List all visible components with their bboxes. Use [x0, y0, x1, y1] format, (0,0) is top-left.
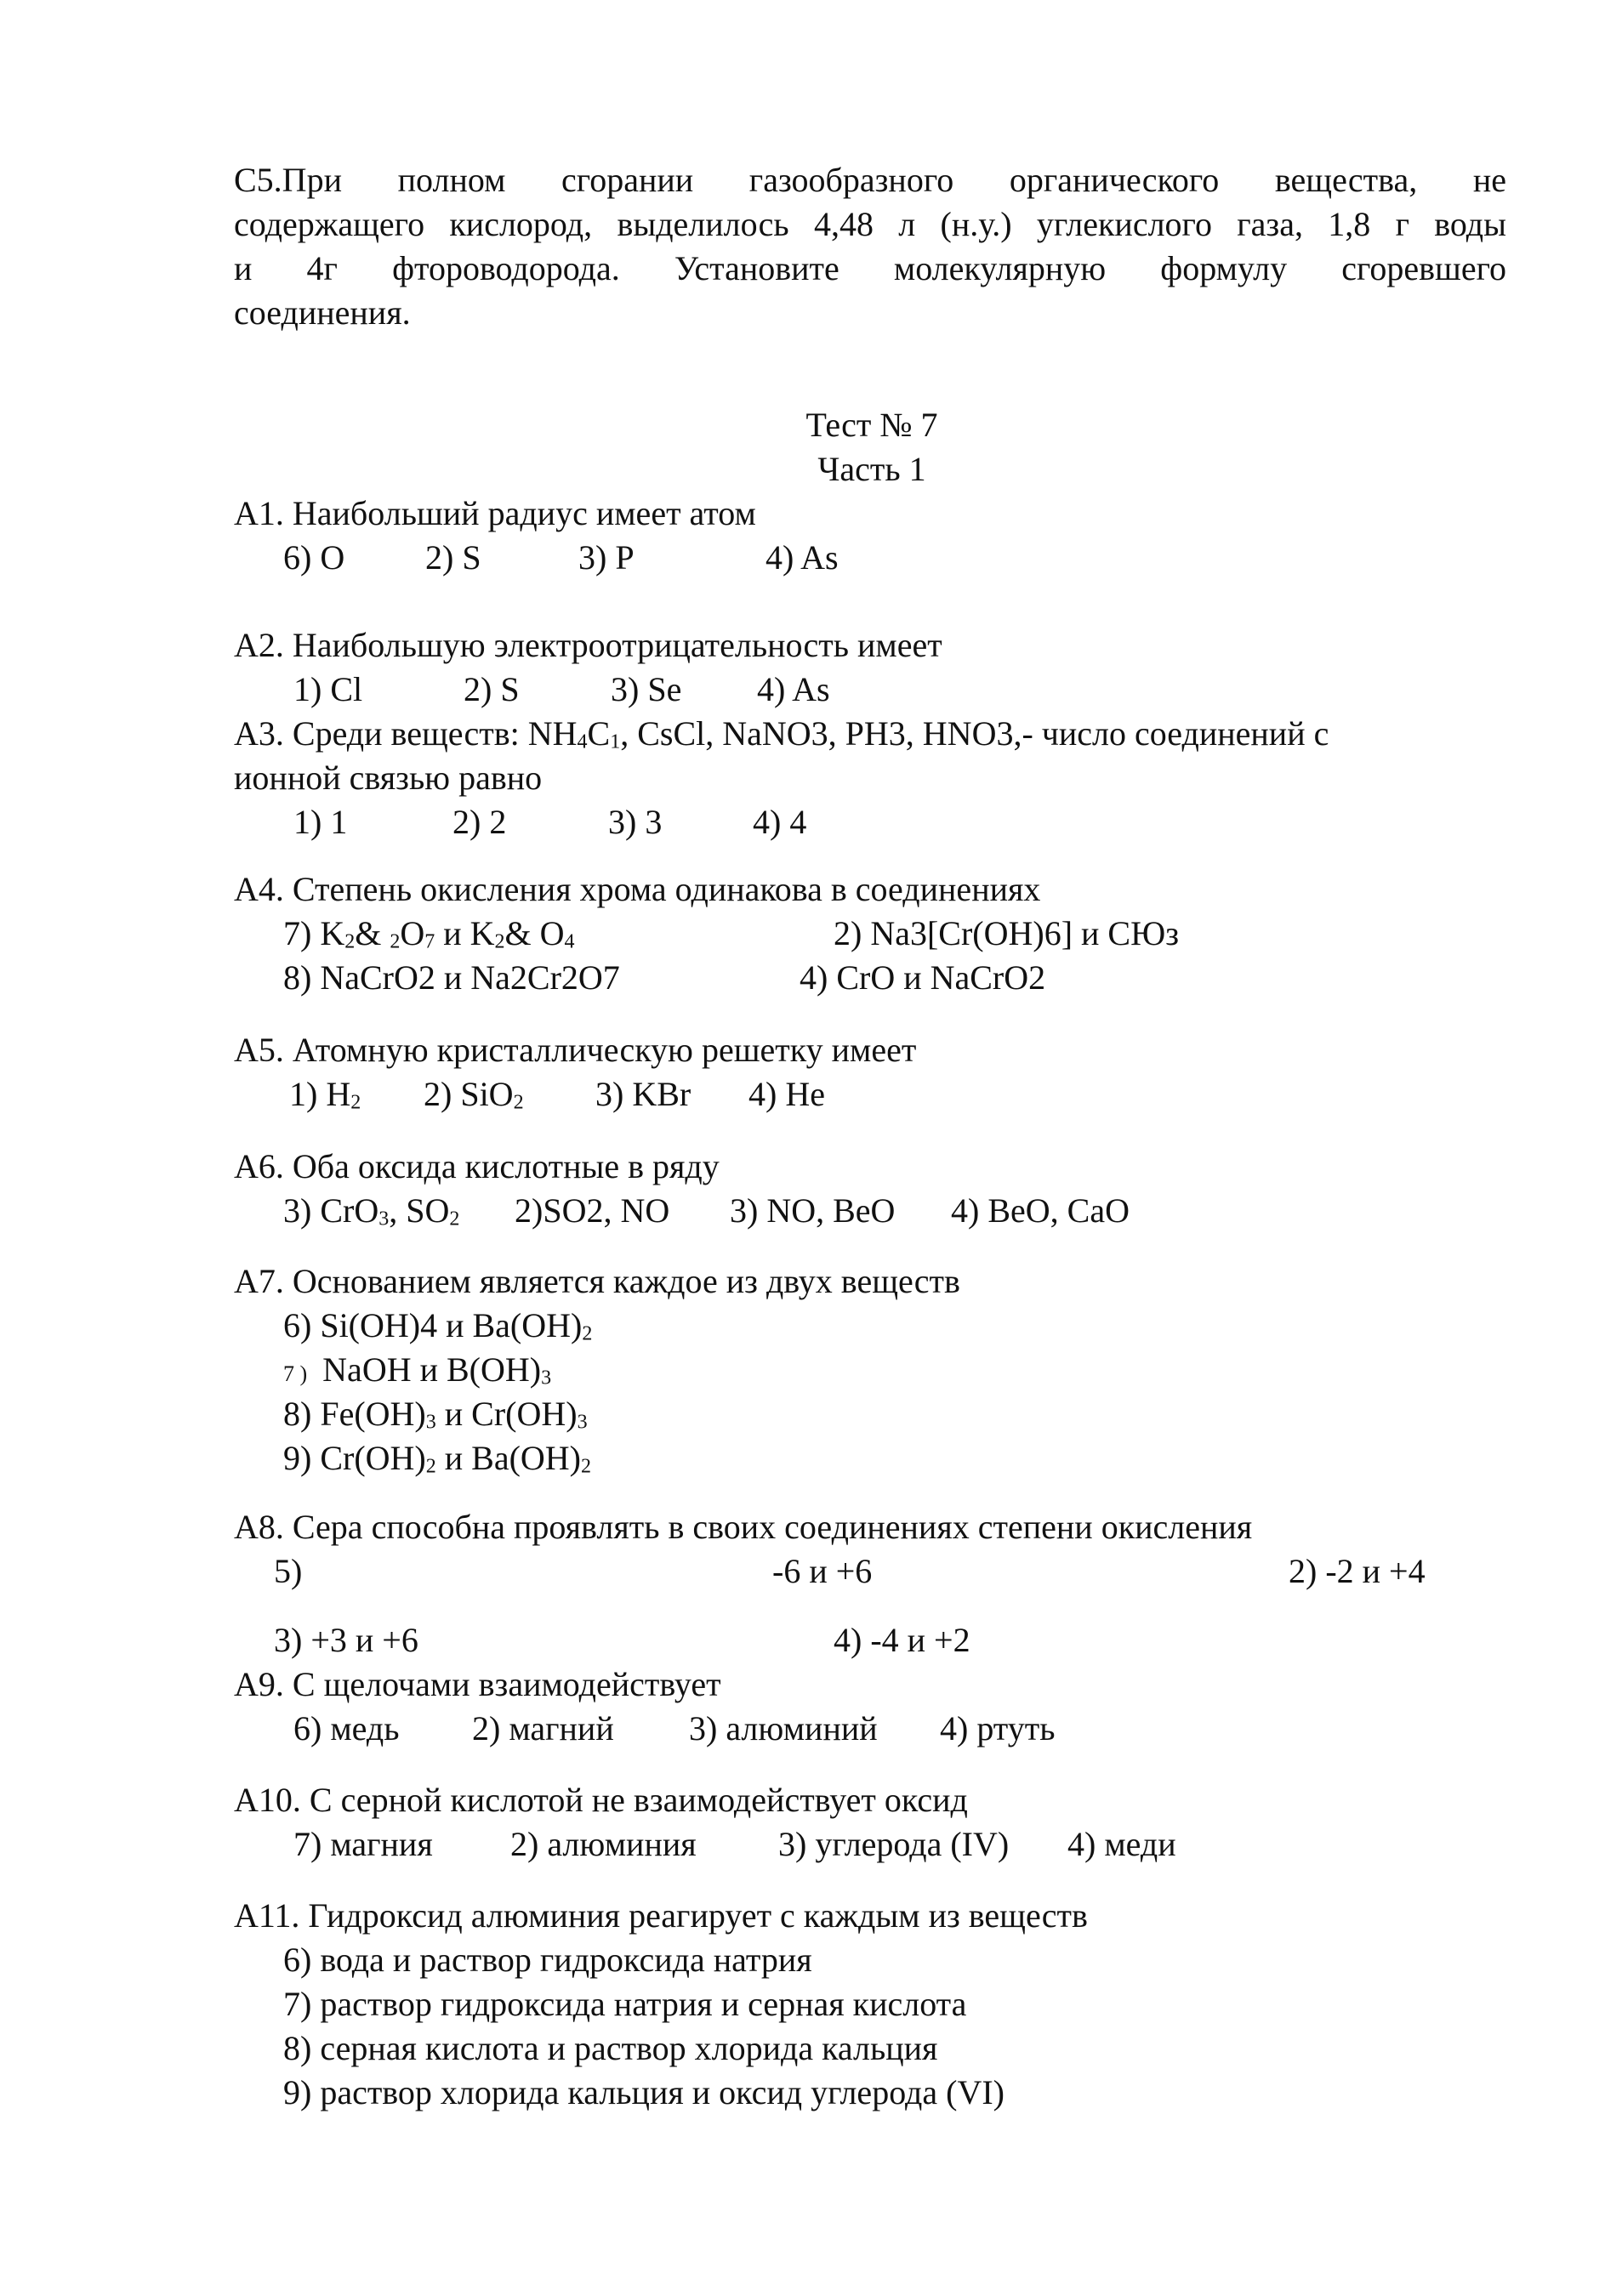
a5-o2-b: 2 [513, 1091, 524, 1114]
a4-o1-c: & [355, 914, 390, 952]
a2-option-3: 3) Se [611, 670, 682, 708]
a1-question: А1. Наибольший радиус имеет атом [234, 494, 756, 532]
a6-o1-b: 3 [378, 1208, 390, 1230]
a4-o1-d: 2 [390, 930, 401, 953]
a6-option-4: 4) BeO, CaO [951, 1191, 1130, 1230]
a8-question: А8. Сера способна проявлять в своих соединениях степени окисления [234, 1508, 1253, 1546]
a7-option-4 [283, 1436, 591, 1480]
a3-question [234, 712, 1329, 756]
a7-o4-c: и Ba(OH) [435, 1439, 581, 1477]
a6-option-1 [283, 1189, 459, 1233]
a4-o1-b: 2 [344, 930, 356, 953]
a1-option-1: 6) O [283, 538, 345, 577]
a10-option-2: 2) алюминия [510, 1825, 697, 1863]
c5-line-4: соединения. [234, 293, 411, 332]
a7-o1-a: 6) Si(OH)4 и Ba(OH) [283, 1306, 583, 1344]
a4-option-4: 4) CrO и NaCrO2 [800, 958, 1046, 997]
a8-option-3: 3) +3 и +6 [274, 1621, 418, 1659]
a9-option-4: 4) ртуть [940, 1709, 1056, 1748]
a5-o2-a: 2) SiO [424, 1075, 514, 1113]
a4-o1-h: 2 [494, 930, 505, 953]
a5-option-2 [424, 1072, 524, 1117]
a9-question: А9. С щелочами взаимодействует [234, 1665, 721, 1703]
a7-o1-b: 2 [582, 1322, 593, 1345]
a8-option-1-number: 5) [274, 1552, 303, 1590]
a10-option-3: 3) углерода (IV) [778, 1825, 1010, 1863]
a7-o2-c: 3 [541, 1367, 552, 1390]
a7-o4-b: 2 [425, 1455, 436, 1478]
a3-q-sub-1: 4 [577, 730, 588, 753]
a6-option-3: 3) NO, BeO [730, 1191, 896, 1230]
a4-option-1 [283, 912, 575, 956]
a10-option-1: 7) магния [293, 1825, 433, 1863]
a2-question: А2. Наибольшую электроотрицательность имеет [234, 626, 942, 664]
a4-o1-i: & O [504, 914, 565, 952]
a6-o1-c: , SO [389, 1191, 450, 1230]
a6-question: А6. Оба оксида кислотные в ряду [234, 1147, 720, 1185]
a5-option-1 [289, 1072, 361, 1117]
a4-o1-a: 7) K [283, 914, 345, 952]
a5-option-4: 4) He [748, 1075, 825, 1113]
a7-option-1 [283, 1304, 592, 1348]
a8-option-2: 2) -2 и +4 [1289, 1552, 1426, 1590]
a7-o3-c: и Cr(OH) [435, 1395, 578, 1433]
a9-option-3: 3) алюминий [689, 1709, 878, 1748]
a2-option-2: 2) S [464, 670, 520, 708]
a10-option-4: 4) меди [1067, 1825, 1176, 1863]
a6-o1-d: 2 [449, 1208, 460, 1230]
c5-line-2: содержащего кислород, выделилось 4,48 л (н.у.) углекислого газа, 1,8 г воды [234, 205, 1506, 243]
a9-option-2: 2) магний [472, 1709, 614, 1748]
a4-question: А4. Степень окисления хрома одинакова в соединениях [234, 870, 1041, 908]
a7-option-2 [283, 1348, 551, 1396]
a3-option-4: 4) 4 [753, 803, 807, 841]
a4-o1-f: 7 [424, 930, 435, 953]
a3-option-1: 1) 1 [293, 803, 348, 841]
a3-q-c: C [587, 714, 611, 753]
a5-o1-b: 2 [350, 1091, 361, 1114]
a7-option-3 [283, 1392, 588, 1436]
a8-option-1-value: -6 и +6 [772, 1552, 873, 1590]
part-title: Часть 1 [817, 450, 926, 488]
a9-option-1: 6) медь [293, 1709, 400, 1748]
a5-option-3: 3) KBr [595, 1075, 691, 1113]
a5-question: А5. Атомную кристаллическую решетку имеет [234, 1031, 917, 1069]
a6-o1-a: 3) CrO [283, 1191, 379, 1230]
a8-option-4: 4) -4 и +2 [834, 1621, 970, 1659]
a3-q-post: , CsCl, NaNO3, PH3, HNO3,- число соединений с [620, 714, 1329, 753]
a1-option-4: 4) As [765, 538, 839, 577]
c5-line-1: С5.При полном сгорании газообразного органического вещества, не [234, 161, 1506, 199]
a11-question: А11. Гидроксид алюминия реагирует с каждым из веществ [234, 1896, 1088, 1935]
a2-option-1: 1) Cl [293, 670, 363, 708]
a7-o2-num: 7 ) [283, 1361, 308, 1386]
a10-question: А10. С серной кислотой не взаимодействует оксид [234, 1781, 968, 1819]
a1-option-2: 2) S [425, 538, 481, 577]
a3-option-3: 3) 3 [608, 803, 663, 841]
a6-option-2: 2)SO2, NO [515, 1191, 670, 1230]
a7-question: А7. Основанием является каждое из двух веществ [234, 1262, 960, 1300]
a4-option-3: 8) NaCrO2 и Na2Cr2O7 [283, 958, 620, 997]
a7-o3-b: 3 [425, 1411, 436, 1434]
a7-o2-b: NaOH и B(OH) [322, 1350, 542, 1389]
a11-option-4: 9) раствор хлорида кальция и оксид углерода (VI) [283, 2073, 1005, 2111]
c5-line-3: и 4г фтороводорода. Установите молекулярную формулу сгоревшего [234, 249, 1506, 287]
a3-question-cont: ионной связью равно [234, 759, 543, 797]
a3-q-sub-2: 1 [610, 730, 621, 753]
a4-o1-j: 4 [564, 930, 575, 953]
a11-option-2: 7) раствор гидроксида натрия и серная кислота [283, 1985, 967, 2023]
a4-o1-e: O [400, 914, 425, 952]
a7-o4-a: 9) Cr(OH) [283, 1439, 426, 1477]
a2-option-4: 4) As [757, 670, 830, 708]
test-title: Тест № 7 [805, 406, 938, 444]
a1-option-3: 3) P [578, 538, 635, 577]
a7-o3-d: 3 [577, 1411, 588, 1434]
a3-q-pre: А3. Среди веществ: NH [234, 714, 578, 753]
a4-option-2: 2) Na3[Cr(OH)6] и CЮз [834, 914, 1180, 952]
a5-o1-a: 1) H [289, 1075, 351, 1113]
a3-option-2: 2) 2 [452, 803, 507, 841]
a11-option-1: 6) вода и раствор гидроксида натрия [283, 1941, 812, 1979]
a7-o3-a: 8) Fe(OH) [283, 1395, 426, 1433]
a11-option-3: 8) серная кислота и раствор хлорида кальция [283, 2029, 938, 2067]
a4-o1-g: и K [435, 914, 495, 952]
a7-o4-d: 2 [581, 1455, 591, 1478]
